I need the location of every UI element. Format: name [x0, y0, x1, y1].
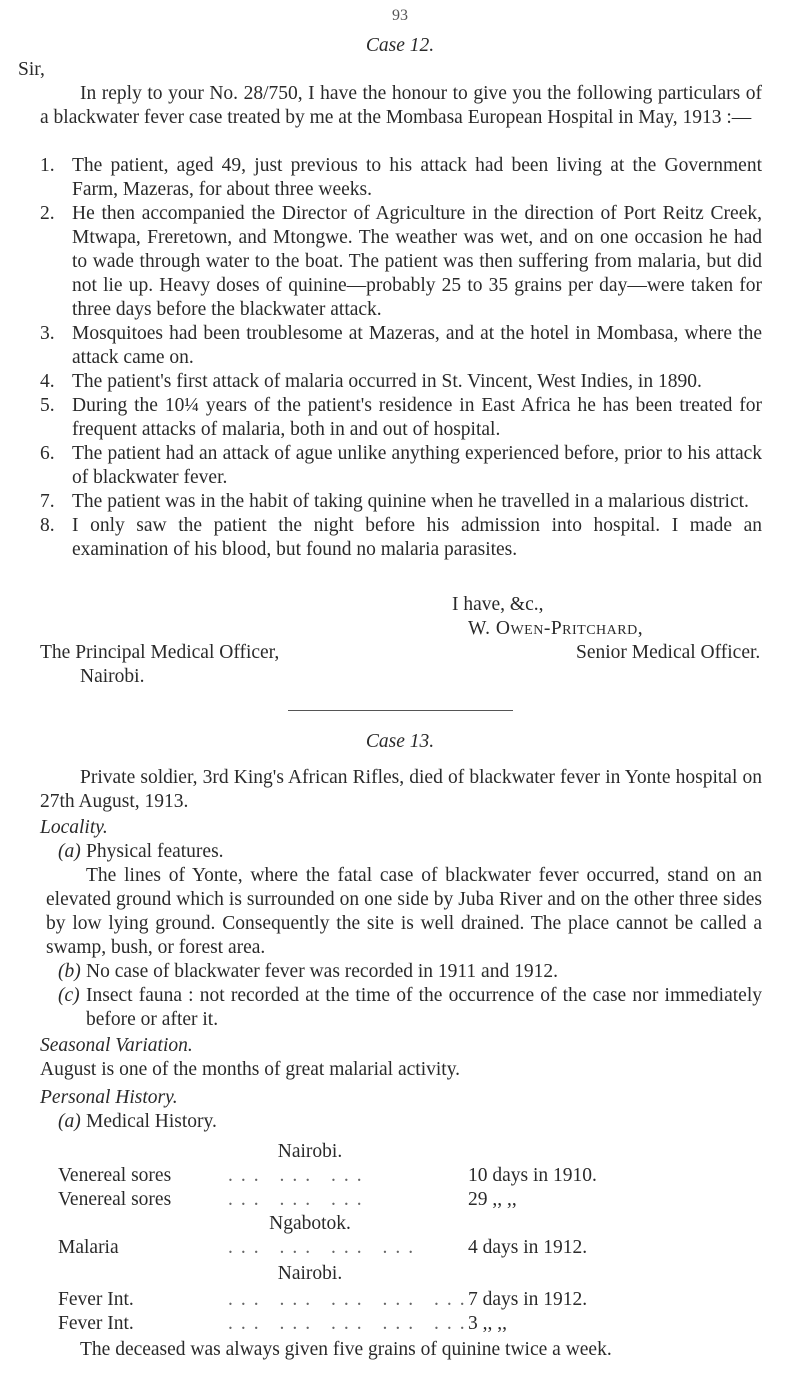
- locality-a-title: Physical features.: [86, 841, 224, 862]
- list-item: [40, 322, 762, 370]
- personal-history-heading: Personal History.: [40, 1087, 178, 1108]
- duration: 7 days in 1912.: [468, 1289, 588, 1310]
- list-item: [40, 370, 762, 394]
- leader-dots: ... ... ...: [228, 1165, 370, 1186]
- item-text: The patient, aged 49, just previous to his attack had been living at the Government Farm, Mazeras, for about three weeks.: [72, 155, 762, 200]
- item-text: During the 10¼ years of the patient's residence in East Africa he has been treated for frequent attacks of malaria, both in and out of hospital.: [72, 395, 762, 440]
- case-12-intro: In reply to your No. 28/750, I have the honour to give you the following particulars of a blackwater fever case treated by me at the Mombasa European Hospital in May, 1913 :—: [40, 83, 762, 128]
- item-number: 5.: [40, 395, 55, 416]
- medical-history-label: (a): [58, 1111, 81, 1132]
- seasonal-text: August is one of the months of great malarial activity.: [40, 1059, 461, 1080]
- medical-history-title: Medical History.: [86, 1111, 217, 1132]
- item-text: I only saw the patient the night before his admission into hospital. I made an examination of his blood, but found no malaria parasites.: [72, 515, 762, 560]
- salutation: Sir,: [18, 59, 45, 80]
- page-number: 93: [392, 7, 408, 24]
- condition: Venereal sores: [58, 1165, 172, 1186]
- seasonal-heading: Seasonal Variation.: [40, 1035, 193, 1056]
- duration: 4 days in 1912.: [468, 1237, 588, 1258]
- section-divider: [288, 710, 513, 711]
- addressee-line-1: The Principal Medical Officer,: [40, 642, 280, 663]
- condition: Fever Int.: [58, 1289, 134, 1310]
- leader-dots: ... ... ...: [228, 1189, 370, 1210]
- leader-dots: ... ... ... ... ...: [228, 1289, 473, 1310]
- item-number: 2.: [40, 203, 55, 224]
- leader-dots: ... ... ... ...: [228, 1237, 422, 1258]
- case-12-particulars-list: [40, 154, 762, 562]
- item-number: 6.: [40, 443, 55, 464]
- item-number: 8.: [40, 515, 55, 536]
- condition: Fever Int.: [58, 1313, 134, 1334]
- signature-name: W. Owen-Pritchard,: [468, 618, 644, 639]
- table-row: [58, 1312, 758, 1336]
- duration: 3 ,, ,,: [468, 1313, 507, 1334]
- leader-dots: ... ... ... ... ...: [228, 1313, 473, 1334]
- item-text: The patient was in the habit of taking quinine when he travelled in a malarious district.: [72, 491, 749, 512]
- item-number: 4.: [40, 371, 55, 392]
- list-item: [40, 154, 762, 202]
- locality-c: [58, 984, 762, 1032]
- locality-b-label: (b): [58, 961, 81, 982]
- item-number: 3.: [40, 323, 55, 344]
- locality-b: [58, 960, 758, 984]
- locality-a: [58, 840, 758, 864]
- place-ngabotok: Ngabotok.: [269, 1213, 351, 1234]
- case-13-heading: Case 13.: [365, 731, 435, 752]
- item-text: The patient had an attack of ague unlike anything experienced before, prior to his attack of blackwater fever.: [72, 443, 762, 488]
- locality-heading: Locality.: [40, 817, 108, 838]
- duration: 10 days in 1910.: [468, 1165, 597, 1186]
- list-item: [40, 490, 762, 514]
- locality-c-label: (c): [58, 985, 80, 1006]
- list-item: [40, 442, 762, 490]
- closing: I have, &c.,: [452, 594, 544, 615]
- case-13-intro: Private soldier, 3rd King's African Rifles, died of blackwater fever in Yonte hospital on 27th August, 1913.: [40, 767, 762, 812]
- locality-b-text: No case of blackwater fever was recorded in 1911 and 1912.: [86, 961, 558, 982]
- item-number: 7.: [40, 491, 55, 512]
- duration: 29 ,, ,,: [468, 1189, 517, 1210]
- locality-a-text: The lines of Yonte, where the fatal case of blackwater fever occurred, stand on an elevated ground which is surrounded on one side by Juba River and on the other three sides by low lying ground. Consequently the site is well drained. The place cannot be called a swamp, bush, or forest area.: [46, 865, 762, 958]
- list-item: [40, 394, 762, 442]
- list-item: [40, 514, 762, 562]
- table-row: [58, 1164, 758, 1188]
- table-row: [58, 1188, 758, 1212]
- locality-a-label: (a): [58, 841, 81, 862]
- list-item: [40, 202, 762, 322]
- final-text: The deceased was always given five grains of quinine twice a week.: [80, 1339, 612, 1360]
- locality-c-text: Insect fauna : not recorded at the time of the occurrence of the case nor immediately before or after it.: [86, 985, 762, 1030]
- item-text: He then accompanied the Director of Agriculture in the direction of Port Reitz Creek, Mtwapa, Freretown, and Mtongwe. The weather was wet, and on one occasion he had to wade through water to the boat. The patient was then suffering from malaria, but did not lie up. Heavy doses of quinine—probably 25 to 35 grains per day—were taken for three days before the blackwater attack.: [72, 203, 762, 320]
- medical-history: [58, 1110, 758, 1134]
- table-row: [58, 1236, 758, 1260]
- condition: Venereal sores: [58, 1189, 172, 1210]
- place-nairobi: Nairobi.: [277, 1141, 343, 1162]
- addressee-line-2: Nairobi.: [80, 666, 145, 687]
- condition: Malaria: [58, 1237, 119, 1258]
- item-text: The patient's first attack of malaria occurred in St. Vincent, West Indies, in 1890.: [72, 371, 702, 392]
- case-12-heading: Case 12.: [365, 35, 435, 56]
- table-row: [58, 1288, 758, 1312]
- item-text: Mosquitoes had been troublesome at Mazeras, and at the hotel in Mombasa, where the attack came on.: [72, 323, 762, 368]
- item-number: 1.: [40, 155, 55, 176]
- signature-title: Senior Medical Officer.: [576, 642, 761, 663]
- place-nairobi-2: Nairobi.: [277, 1263, 343, 1284]
